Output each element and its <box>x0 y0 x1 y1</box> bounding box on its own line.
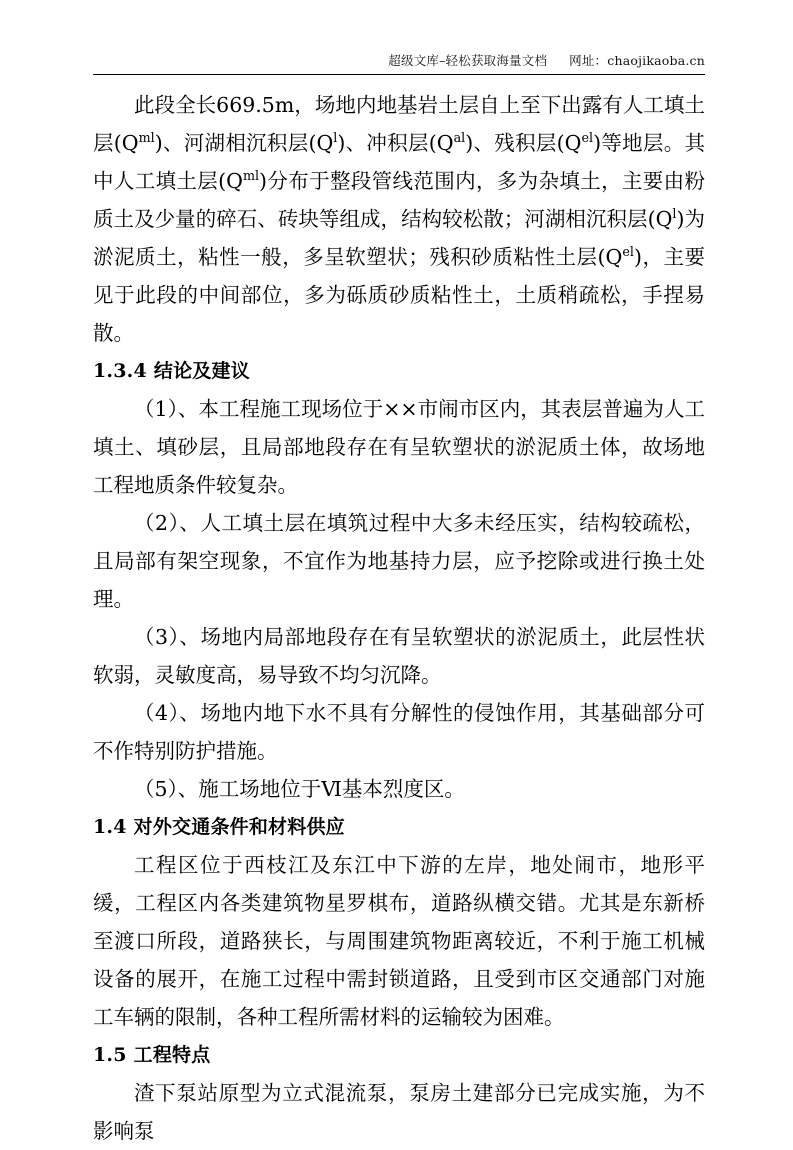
document-body <box>93 86 705 1150</box>
body-paragraph <box>93 86 705 352</box>
text-run: )、残积层(Q <box>465 131 582 155</box>
body-paragraph <box>93 618 705 694</box>
text-run: （4）、场地内地下水不具有分解性的侵蚀作用，其基础部分可不作特别防护措施。 <box>93 701 705 763</box>
text-run: 渣下泵站原型为立式混流泵，泵房土建部分已完成实施，为不影响泵 <box>93 1081 705 1143</box>
text-run: )，主要见于此段的中间部位，多为砾质砂质粘性土，土质稍疏松，手捏易散。 <box>93 245 706 345</box>
text-run: )等地层。其中人工填土层(Q <box>93 131 705 193</box>
superscript-text: ml <box>138 130 155 146</box>
page-header <box>93 52 705 69</box>
text-run: )分布于整段管线范围内，多为杂填土，主要由粉质土及少量的碎石、砖块等组成，结构较松散；河湖相沉积层(Q <box>93 169 705 231</box>
header-divider <box>93 74 705 75</box>
text-run: （2）、人工填土层在填筑过程中大多未经压实，结构较疏松，且局部有架空现象，不宜作为地基持力层，应予挖除或进行换土处理。 <box>93 511 705 611</box>
text-run: （5）、施工场地位于Ⅵ基本烈度区。 <box>134 777 465 801</box>
text-run: （1）、本工程施工现场位于××市闹市区内，其表层普遍为人工填土、填砂层，且局部地段存在有呈软塑状的淤泥质土体，故场地工程地质条件较复杂。 <box>93 397 705 497</box>
text-run: )为淤泥质土，粘性一般，多呈软塑状；残积砂质粘性土层(Q <box>93 207 705 269</box>
header-title: 超级文库–轻松获取海量文档 <box>388 53 548 68</box>
body-paragraph <box>93 694 705 770</box>
body-paragraph <box>93 1074 705 1150</box>
text-run: )、冲积层(Q <box>337 131 454 155</box>
section-heading <box>93 1036 705 1074</box>
text-run: 工程区位于西枝江及东江中下游的左岸，地处闹市，地形平缓，工程区内各类建筑物星罗棋布，道路纵横交错。尤其是东新桥至渡口所段，道路狭长，与周围建筑物距离较近，不利于施工机械设备的展开，在施工过程中需封锁道路，且受到市区交通部门对施工车辆的限制，各种工程所需材料的运输较为困难。 <box>93 853 705 1029</box>
superscript-text: ml <box>242 168 260 184</box>
section-heading-text: 结论及建议 <box>153 360 250 382</box>
text-run: 此段全长669.5m，场地内地基岩土层自上至下出露有人工填土层(Q <box>93 93 705 155</box>
section-heading-text: 对外交通条件和材料供应 <box>133 816 345 838</box>
section-number: 1.5 <box>93 1044 127 1066</box>
superscript-text: el <box>622 244 634 260</box>
section-heading-text: 工程特点 <box>133 1044 211 1066</box>
superscript-text: l <box>672 206 677 222</box>
body-paragraph <box>93 770 705 808</box>
section-number: 1.4 <box>93 816 127 838</box>
header-url: chaojikaoba.cn <box>607 53 705 68</box>
superscript-text: el <box>581 130 594 146</box>
header-url-label: 网址： <box>569 53 608 68</box>
section-heading <box>93 808 705 846</box>
body-paragraph <box>93 390 705 504</box>
body-paragraph <box>93 846 705 1036</box>
section-heading <box>93 352 705 390</box>
section-number: 1.3.4 <box>93 360 147 382</box>
text-run: )、河湖相沉积层(Q <box>154 131 334 155</box>
superscript-text: l <box>333 130 338 146</box>
body-paragraph <box>93 504 705 618</box>
superscript-text: al <box>453 130 466 146</box>
text-run: （3）、场地内局部地段存在有呈软塑状的淤泥质土，此层性状软弱，灵敏度高，易导致不均匀沉降。 <box>93 625 705 687</box>
